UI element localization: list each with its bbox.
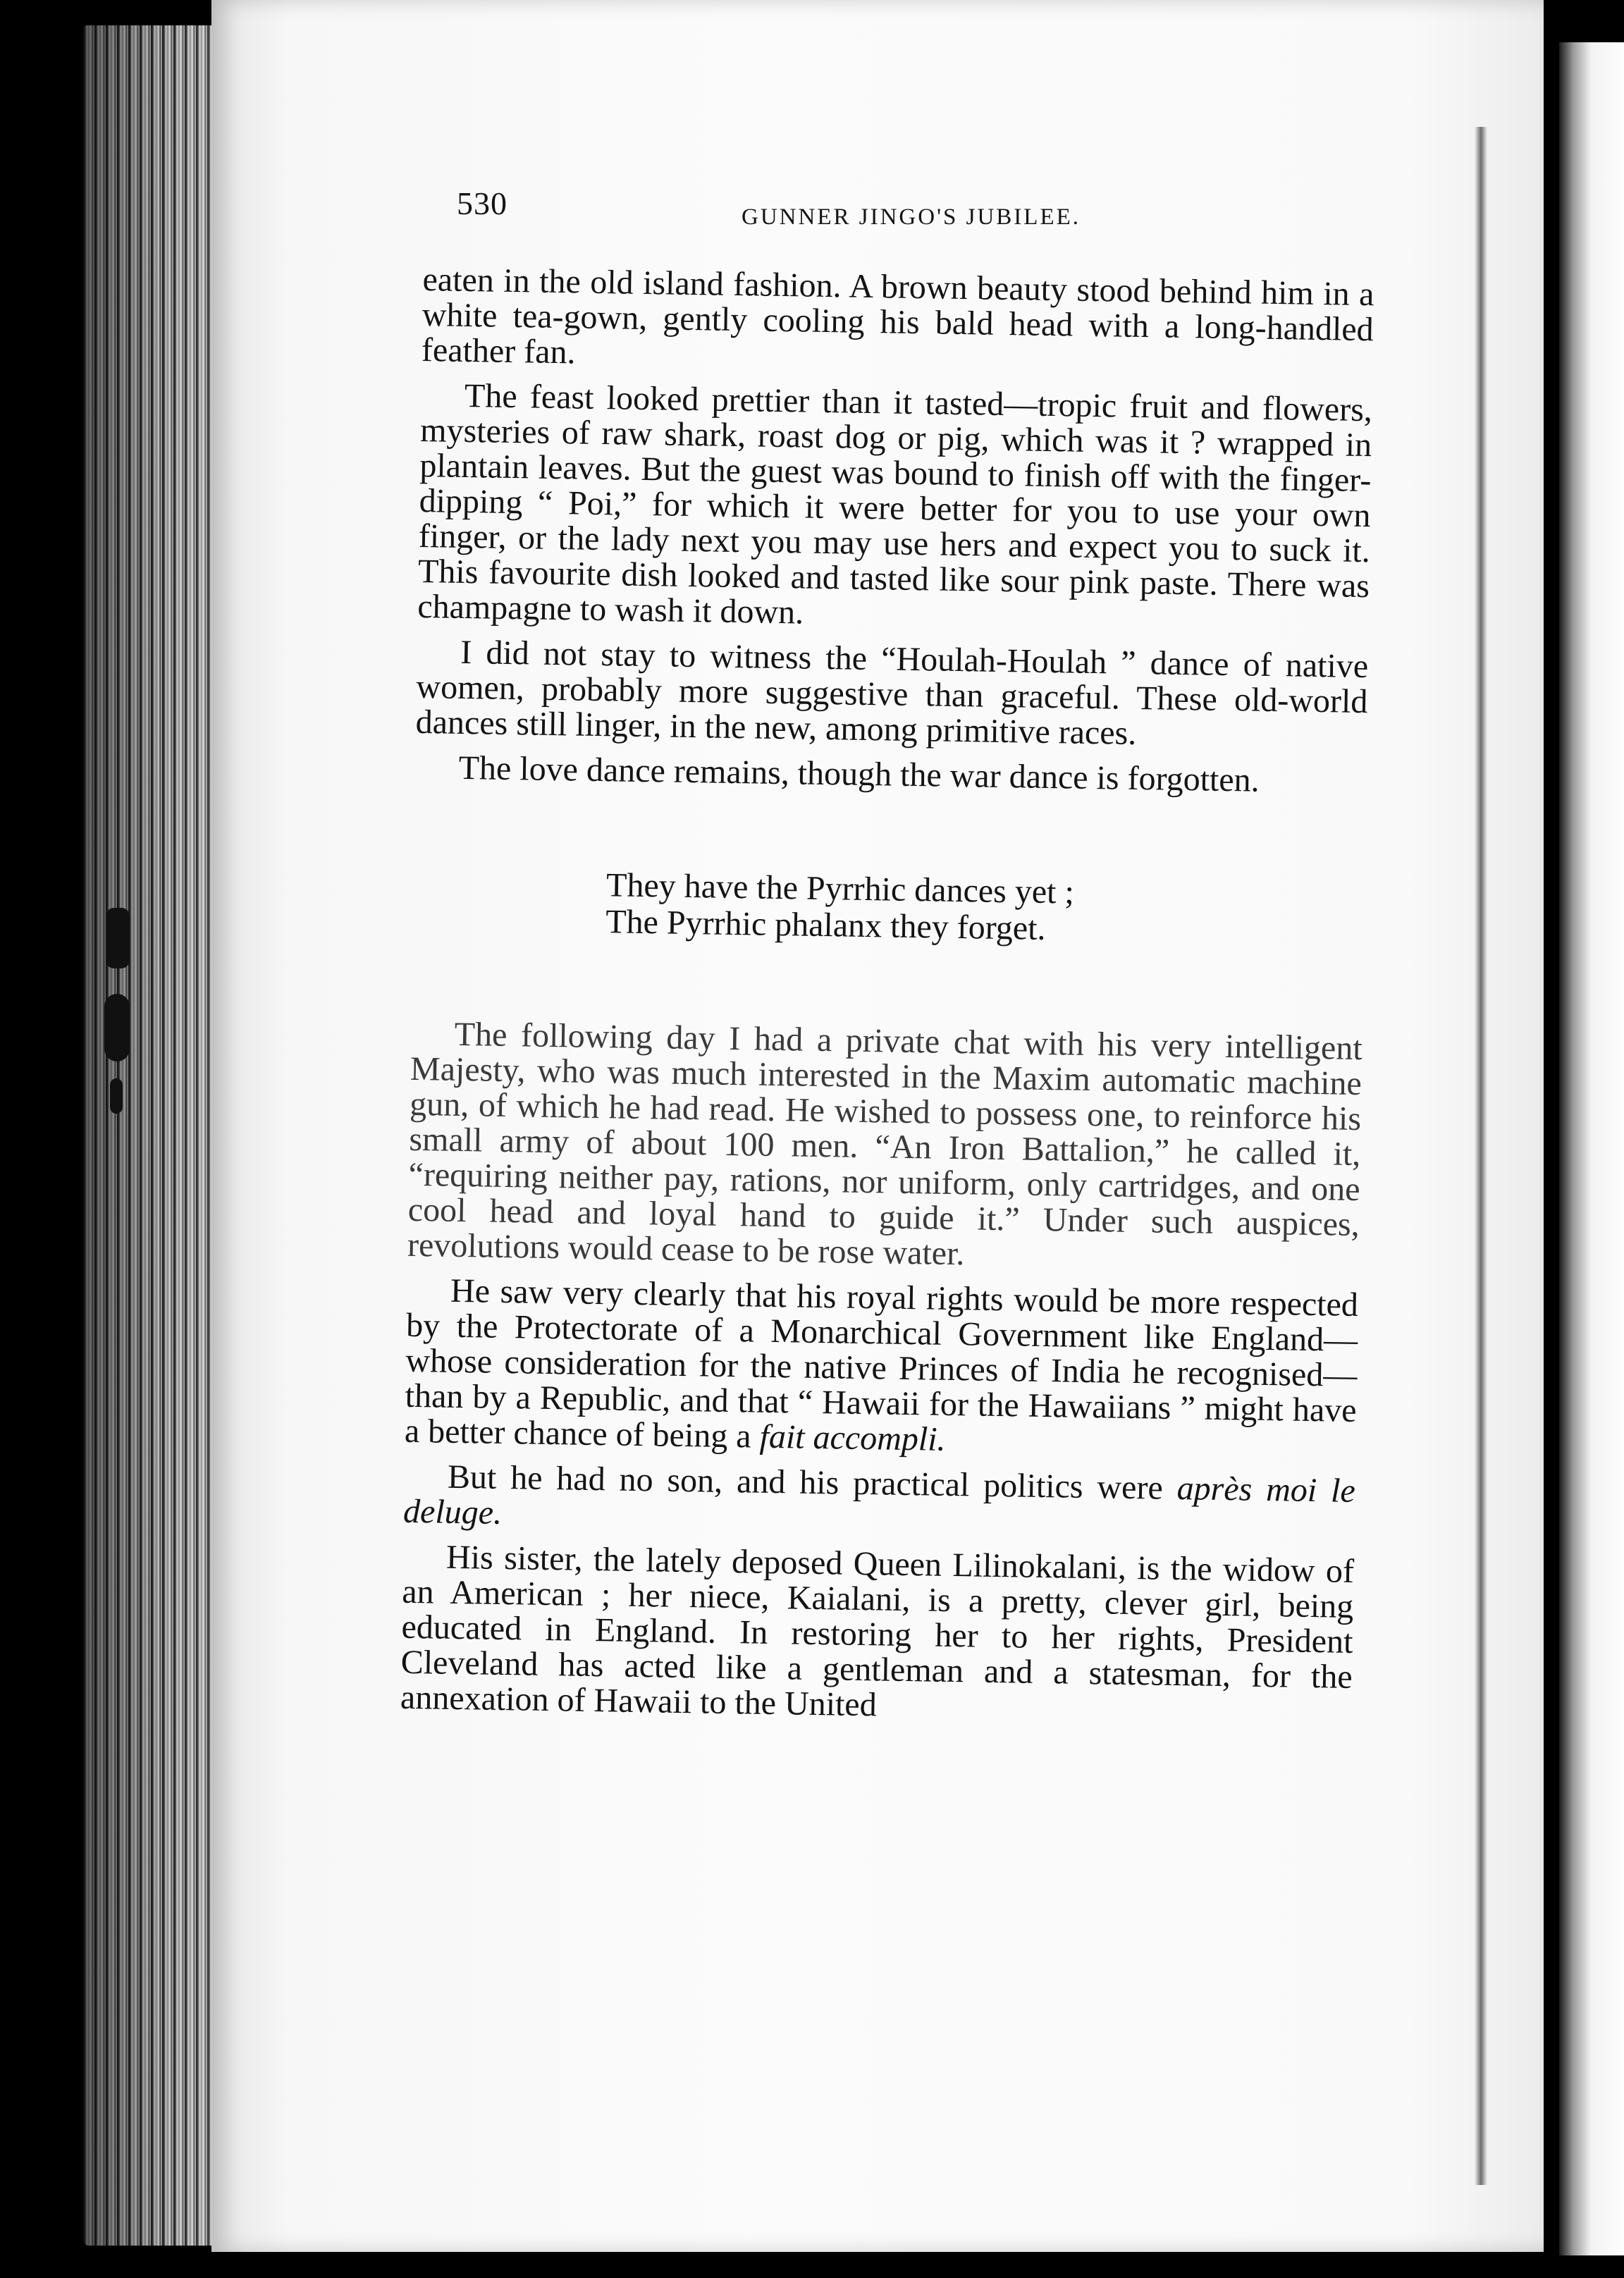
paragraph-5: The following day I had a private chat with his very intelligent Majesty, who was much interested in the Maxim automatic machine gun, of which he had read. He wished to possess one, to reinforce his small army of about 100 men. “An Iron Battalion,” he called it, “requiring neither pay, rations, nor uniform, only cartridges, and one cool head and loyal hand to guide it.” Under such auspices, revolutions would cease to be rose water. bbox=[407, 1015, 1363, 1273]
verse-line-1: They have the Pyrrhic dances yet ; bbox=[605, 866, 1075, 911]
paragraph-2: The feast looked prettier than it tasted—tropic fruit and flowers, mysteries of raw shark, roast dog or pig, which was it ? wrapped in plantain leaves. But the guest was bound to finish off with the finger-dipping “ Poi,” for which it were better for you to use your own finger, or the lady next you may use hers and expect you to suck it. This favourite dish looked and tasted like sour pink paste. There was champagne to wash it down. bbox=[417, 376, 1373, 632]
edge-ink-mark bbox=[104, 994, 130, 1061]
paragraph-6 bbox=[405, 1273, 1359, 1464]
paragraph-3: I did not stay to witness the “Houlah-Houlah ” dance of native women, probably more suggestive than graceful. These old-world dances still linger, in the new, among primitive races. bbox=[415, 633, 1369, 752]
paragraph-7-italic: après moi le deluge. bbox=[402, 1470, 1356, 1532]
paragraph-8: His sister, the lately deposed Queen Lilinokalani, is the widow of an American ; her niece, Kaialani, is a pretty, clever girl, being educated in England. In restoring her to her rights, President Cleveland has acted like a gentleman and a statesman, for the annexation of Hawaii to the United bbox=[400, 1538, 1355, 1724]
page-edges-shadow bbox=[83, 25, 231, 2246]
paragraph-7-text: But he had no son, and his practical politics were bbox=[447, 1458, 1164, 1507]
paragraph-4: The love dance remains, though the war dance is forgotten. bbox=[458, 749, 1260, 799]
edge-ink-mark bbox=[110, 1078, 123, 1114]
facing-page-edge bbox=[1559, 42, 1624, 2255]
text-block bbox=[400, 262, 1374, 1740]
running-head: GUNNER JINGO'S JUBILEE. bbox=[742, 204, 1081, 230]
verse-quote bbox=[605, 867, 1365, 952]
paragraph-6-italic: fait accompli. bbox=[759, 1417, 946, 1458]
paragraph-7 bbox=[403, 1459, 1355, 1544]
edge-ink-mark bbox=[106, 908, 130, 968]
paragraph-1: eaten in the old island fashion. A brown beauty stood behind him in a white tea-gown, gently cooling his bald head with a long-handled feather fan. bbox=[421, 261, 1374, 371]
paragraph-6-text: He saw very clearly that his royal rights would be more respected by the Protectorate of a Monarchical Government like England—whose consideration for the native Princes of India he recognised—than by a Republic, and that “ Hawaii for the Hawaiians ” might have a better chance of being a bbox=[404, 1272, 1359, 1455]
page-gutter-shadow bbox=[1475, 127, 1487, 2185]
verse-line-2: The Pyrrhic phalanx they forget. bbox=[605, 903, 1046, 947]
page-number: 530 bbox=[457, 185, 508, 221]
